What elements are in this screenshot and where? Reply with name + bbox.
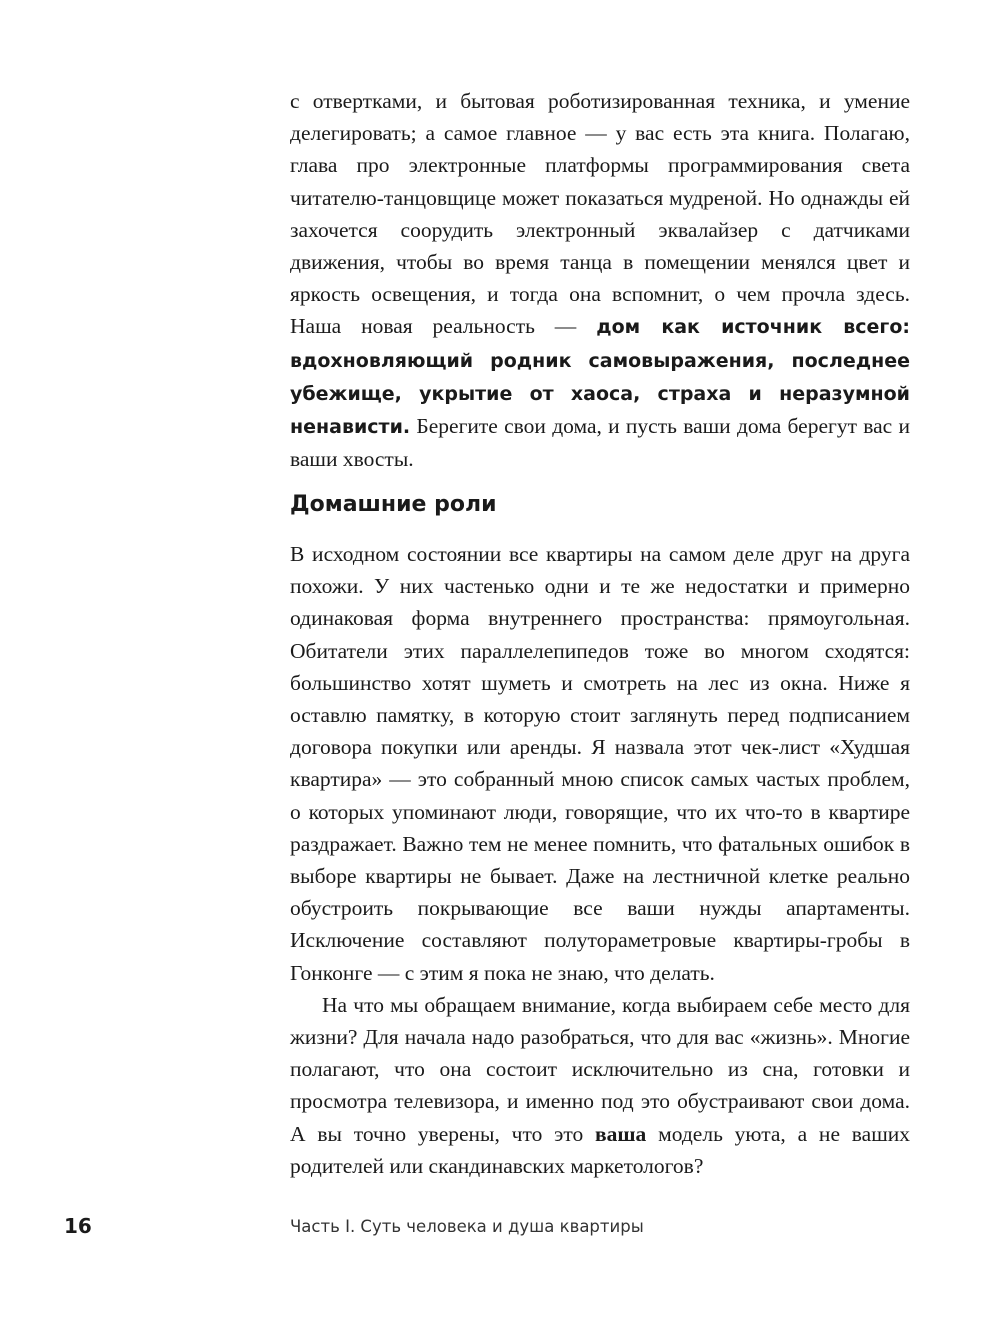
paragraph-section-2-closing: модель уюта, а не ваших родителей или скандинавских маркетологов?: [290, 1121, 911, 1178]
paragraph-section-2-text: На что мы обращаем внимание, когда выбираем себе место для жизни? Для начала надо разобраться, что для вас «жизнь». Многие полагают, что она состоит исключительно из сна, готовки и просмотра телевизора, и именно под это обустраивают свои дома. А вы точно уверены, что это: [290, 992, 910, 1146]
paragraph-intro: [290, 85, 910, 475]
body-text-section: [290, 538, 910, 1182]
paragraph-section-2-emphasis: ваша: [595, 1121, 647, 1146]
paragraph-section-1: В исходном состоянии все квартиры на самом деле друг на друга похожи. У них частенько одни и те же недостатки и примерно одинаковая форма внутреннего пространства: прямоугольная. Обитатели этих параллелепипедов тоже во многом сходятся: большинство хотят шуметь и смотреть на лес из окна. Ниже я оставлю памятку, в которую стоит заглянуть перед подписанием договора покупки или аренды. Я назвала этот чек-лист «Худшая квартира» — это собранный мною список самых частых проблем, о которых упоминают люди, говорящие, что их что-то в квартире раздражает. Важно тем не менее помнить, что фатальных ошибок в выборе квартиры не бывает. Даже на лестничной клетке реально обустроить покрывающие все ваши нужды апартаменты. Исключение составляют полутораметровые квартиры-гробы в Гонконге — с этим я пока не знаю, что делать.: [290, 542, 910, 985]
page-number: 16: [64, 1214, 92, 1238]
paragraph-intro-emphasis: дом как источник всего: вдохновляющий родник самовыражения, последнее убежище, укрытие от хаоса, страха и неразумной ненависти.: [290, 316, 910, 439]
paragraph-intro-closing: Берегите свои дома, и пусть ваши дома берегут вас и ваши хвосты.: [290, 414, 910, 472]
paragraph-intro-text: с отвертками, и бытовая роботизированная техника, и умение делегировать; а самое главное — у вас есть эта книга. Полагаю, глава про электронные платформы программирования света читателю-танцовщице может показаться мудреной. Но однажды ей захочется соорудить электронный эквалайзер с датчиками движения, чтобы во время танца в помещении менялся цвет и яркость освещения, и тогда она вспомнит, о чем прочла здесь. Наша новая реальность —: [290, 89, 910, 339]
running-footer: Часть I. Суть человека и душа квартиры: [290, 1217, 644, 1236]
section-heading: Домашние роли: [290, 492, 497, 517]
paragraph-section-2: [290, 989, 910, 1182]
body-text-top: [290, 85, 910, 475]
